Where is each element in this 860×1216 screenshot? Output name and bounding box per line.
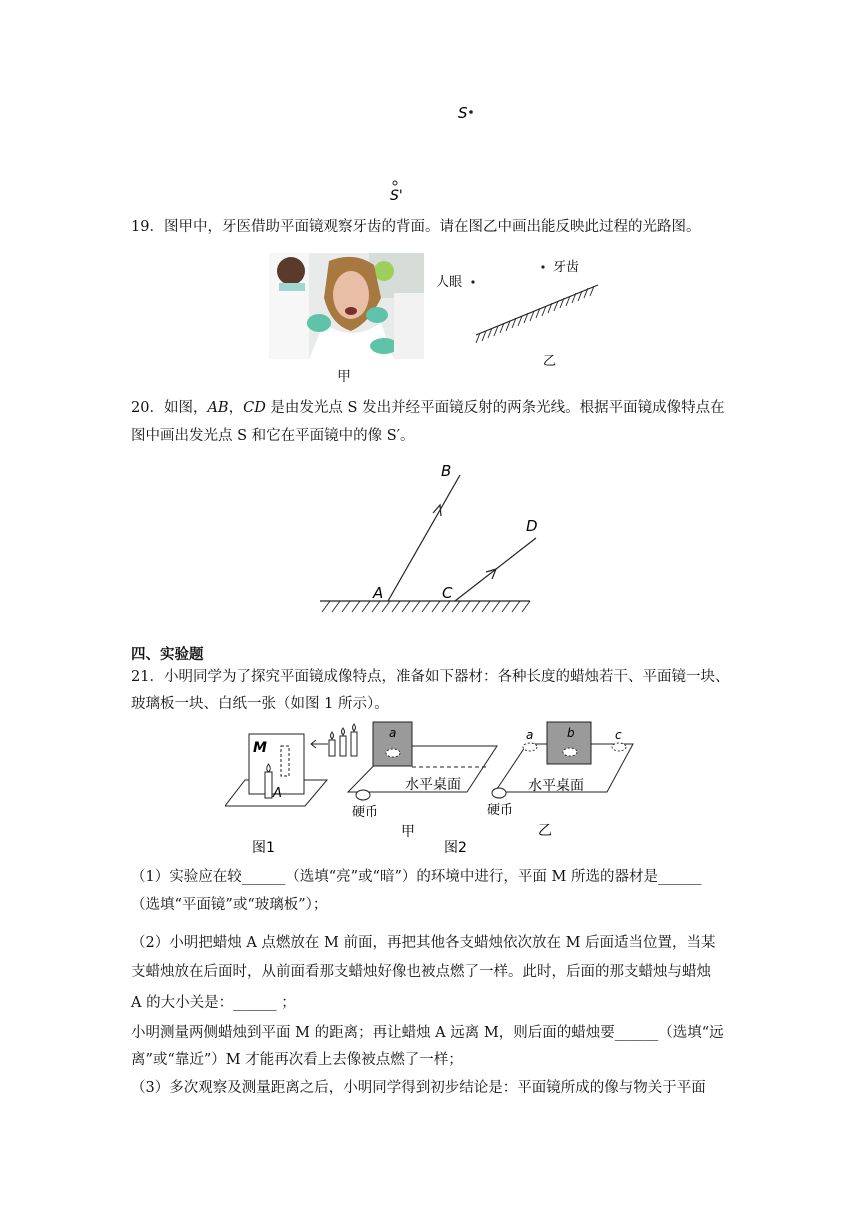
mirror-diagram-svg xyxy=(430,253,610,373)
ray-ab xyxy=(388,475,460,601)
section-title: 四、实验题 xyxy=(131,647,204,663)
q21-p1-line2: （选填“平面镜”或“玻璃板”）； xyxy=(131,897,328,913)
yi-caption: 乙 xyxy=(538,823,552,839)
top-figure-svg xyxy=(380,95,500,210)
jia-table-label: 水平桌面 xyxy=(405,777,461,793)
q20-diagram-svg xyxy=(315,455,540,620)
s-prime-label: S' xyxy=(390,188,403,204)
jia-image-coin xyxy=(386,749,400,757)
fig1-m-label: M xyxy=(253,740,267,756)
q19-text: 19．图甲中，牙医借助平面镜观察牙齿的背面。请在图乙中画出能反映此过程的光路图。 xyxy=(131,219,701,235)
label-a: A xyxy=(373,584,384,602)
q21-figure xyxy=(225,720,640,860)
s-point xyxy=(469,110,473,114)
diagram-caption: 乙 xyxy=(543,354,557,369)
top-figure xyxy=(380,95,500,210)
q20-comma: ， xyxy=(228,400,244,416)
fig1-candles xyxy=(329,724,357,756)
mirror-line xyxy=(476,285,598,335)
label-d: D xyxy=(526,517,538,535)
fig1-caption: 图1 xyxy=(252,840,275,856)
yi-coin-label: 硬币 xyxy=(487,803,514,818)
q20-line1 xyxy=(131,398,725,418)
dentist-photo xyxy=(269,253,424,359)
mirror-hatching xyxy=(476,286,594,343)
q21-p2-line3: A 的大小关是：______ ； xyxy=(131,995,296,1011)
photo-caption: 甲 xyxy=(337,369,351,385)
q20-diagram xyxy=(315,455,540,620)
q21-p2-line4: 小明测量两侧蜡烛到平面 M 的距离；再让蜡烛 A 远离 M，则后面的蜡烛要______（选填“远 xyxy=(131,1025,724,1041)
fig2-caption: 图2 xyxy=(444,840,467,856)
q20-cd: CD xyxy=(243,400,266,416)
q21-p2-line1: （2）小明把蜡烛 A 点燃放在 M 前面，再把其他各支蜡烛依次放在 M 后面适当位置，当某 xyxy=(131,935,716,951)
yi-c-label: c xyxy=(615,728,622,742)
q21-p2-line2: 支蜡烛放在后面时，从前面看那支蜡烛好像也被点燃了一样。此时，后面的那支蜡烛与蜡烛 xyxy=(131,964,711,980)
q20-mirror-hatching xyxy=(322,601,530,612)
yi-a-label: a xyxy=(526,728,534,742)
fig1-a-label: A xyxy=(273,786,282,801)
jia-coin-label: 硬币 xyxy=(352,805,379,820)
mirror-diagram xyxy=(430,253,610,373)
q20-ab: AB xyxy=(207,400,229,416)
q20-suffix: 是由发光点 S 发出并经平面镜反射的两条光线。根据平面镜成像特点在 xyxy=(265,400,725,416)
q21-p2-line5: 离”或“靠近”）M 才能再次看上去像被点燃了一样； xyxy=(131,1052,463,1068)
q21-line1: 21．小明同学为了探究平面镜成像特点，准备如下器材：各种长度的蜡烛若干、平面镜一块、 xyxy=(131,669,730,685)
dentist-photo-svg xyxy=(269,253,424,359)
eye-label: 人眼 xyxy=(436,275,463,290)
s-label: S xyxy=(458,104,468,122)
yi-coin xyxy=(492,788,506,798)
label-c: C xyxy=(442,584,453,602)
q21-figure-svg xyxy=(225,720,640,860)
q21-p3-line1: （3）多次观察及测量距离之后，小明同学得到初步结论是：平面镜所成的像与物关于平面 xyxy=(131,1080,706,1096)
yi-table-label: 水平桌面 xyxy=(528,778,584,794)
eye-point xyxy=(471,280,474,283)
q20-prefix: 20．如图， xyxy=(131,400,208,416)
fig1-candle-a xyxy=(265,772,272,798)
yi-b-label: b xyxy=(567,726,575,740)
jia-coin xyxy=(356,790,370,800)
q21-p1-line1: （1）实验应在较______（选填“亮”或“暗”）的环境中进行，平面 M 所选的器材是______ xyxy=(131,869,702,885)
tooth-point xyxy=(541,265,544,268)
jia-a-label: a xyxy=(389,726,397,740)
jia-caption: 甲 xyxy=(401,824,415,840)
yi-image-coin-a xyxy=(523,743,537,751)
label-b: B xyxy=(441,462,452,480)
s-prime-point xyxy=(393,181,397,185)
tooth-label: 牙齿 xyxy=(553,260,580,275)
q21-line2: 玻璃板一块、白纸一张（如图 1 所示）。 xyxy=(131,696,389,712)
yi-image-coin-b xyxy=(563,748,577,756)
yi-image-coin-c xyxy=(612,743,626,751)
q20-line2: 图中画出发光点 S 和它在平面镜中的像 S′。 xyxy=(131,428,415,444)
